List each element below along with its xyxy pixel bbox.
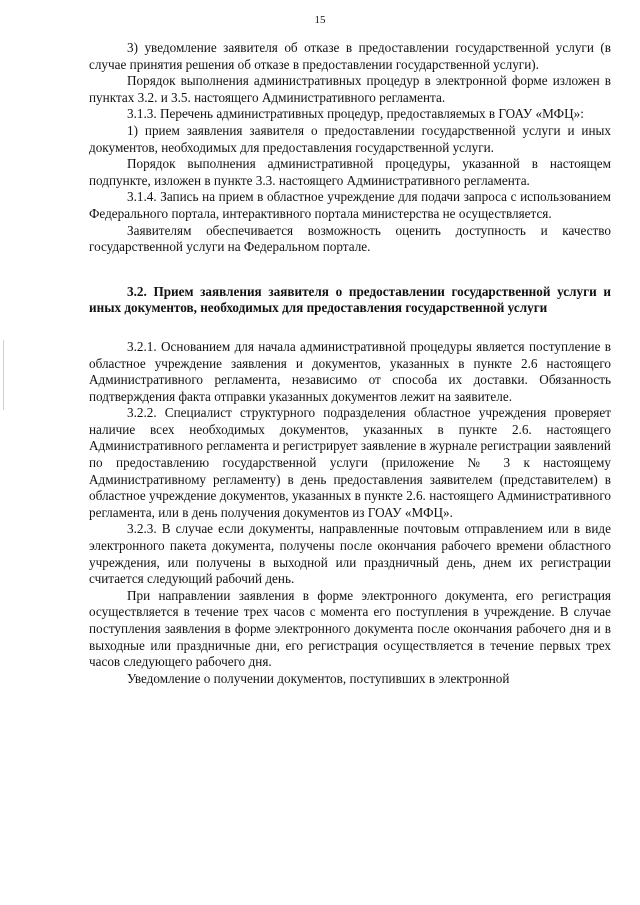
section-heading-3-2: 3.2. Прием заявления заявителя о предоставлении государственной услуги и иных документов, необходимых для предоставления государственной услуги — [89, 283, 611, 316]
paragraph-3-2-3: 3.2.3. В случае если документы, направленные почтовым отправлением или в виде электронного пакета документа, получены после окончания рабочего времени областного учреждения, или получены в выходной или праздничный день, днем их регистрации считается следующий рабочий день. — [89, 521, 611, 587]
paragraph-electronic-procedures: Порядок выполнения административных процедур в электронной форме изложен в пунктах 3.2. и 3.5. настоящего Административного регламента. — [89, 73, 611, 105]
document-body — [89, 40, 611, 687]
paragraph-3-1-4: 3.1.4. Запись на прием в областное учреждение для подачи запроса с использованием Федерального портала, интерактивного портала министерства не осуществляется. — [89, 189, 611, 221]
scan-margin-mark — [3, 340, 4, 410]
paragraph-procedure-order: Порядок выполнения административной процедуры, указанной в настоящем подпункте, изложен в пункте 3.3. настоящего Административного регламента. — [89, 156, 611, 188]
paragraph-electronic-registration: При направлении заявления в форме электронного документа, его регистрация осуществляется в течение трех часов с момента его поступления в учреждение. В случае поступления заявления в форме электронного документа после окончания рабочего дня и в выходные или праздничные дни, его регистрация осуществляется в течение первых трех часов следующего рабочего дня. — [89, 587, 611, 670]
spacer — [89, 317, 611, 339]
paragraph-mfc-reception: 1) прием заявления заявителя о предоставлении государственной услуги и иных документов, необходимых для предоставления государственной услуги. — [89, 122, 611, 155]
paragraph-notification-refusal: 3) уведомление заявителя об отказе в предоставлении государственной услуги (в случае принятия решения об отказе в предоставлении государственной услуги). — [89, 40, 611, 72]
paragraph-receipt-notification: Уведомление о получении документов, поступивших в электронной — [127, 670, 510, 686]
paragraph-3-1-3: 3.1.3. Перечень административных процедур, предоставляемых в ГОАУ «МФЦ»: — [127, 106, 584, 122]
spacer — [89, 256, 611, 284]
paragraph-quality-assessment: Заявителям обеспечивается возможность оценить доступность и качество государственной услуги на Федеральном портале. — [89, 222, 611, 255]
paragraph-3-2-2: 3.2.2. Специалист структурного подразделения областное учреждения проверяет наличие всех необходимых документов, указанных в пункте 2.6. настоящего Административного регламента и регистрирует заявление в журнале регистрации заявлений по предоставлению государственной услуги (приложение № 3 к настоящему Административному регламенту) в день предоставления заявителем (представителем) в областное учреждение документов, указанных в пункте 2.6. настоящего Административного регламента, или в день получения документов из ГОАУ «МФЦ». — [89, 405, 611, 520]
page-number: 15 — [314, 14, 326, 26]
paragraph-3-2-1: 3.2.1. Основанием для начала административной процедуры является поступление в областное учреждение заявления и документов, указанных в пункте 2.6 настоящего Административного регламента, независимо от способа их доставки. Обязанность подтверждения факта отправки указанных документов лежит на заявителе. — [89, 338, 611, 404]
